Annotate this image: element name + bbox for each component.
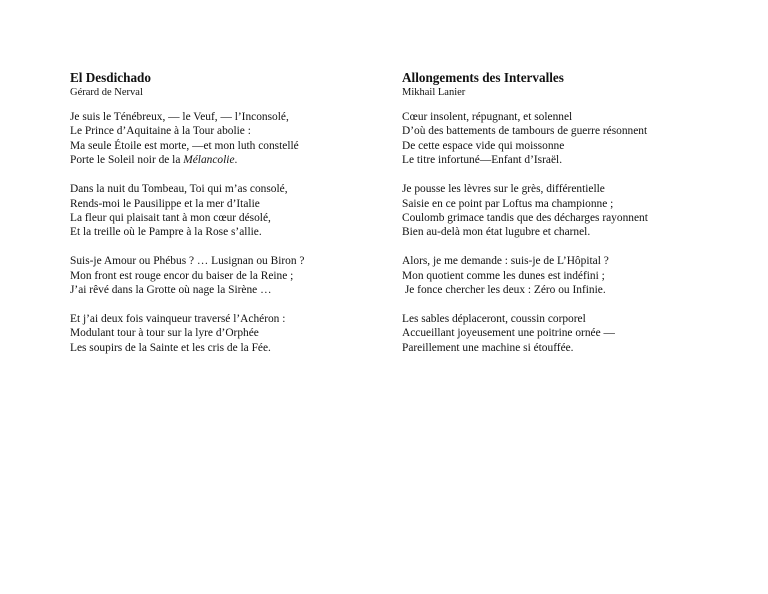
italic-word: Mélancolie (183, 154, 235, 167)
verse-line: Les soupirs de la Sainte et les cris de la Fée. (70, 341, 271, 354)
verse-line: Cœur insolent, répugnant, et solennel (402, 111, 573, 123)
verse-line: Et j’ai deux fois vainqueur traversé l’Achéron : (70, 312, 286, 325)
verse-line: Je fonce chercher les deux : Zéro ou Infinie. (402, 284, 606, 297)
poem-title: Allongements des Intervalles (402, 70, 564, 85)
verse-line: Bien au-delà mon état lugubre et charnel. (402, 226, 591, 239)
verse-line: Le titre infortuné—Enfant d’Israël. (402, 154, 563, 167)
verse-line: Mon quotient comme les dunes est indéfini ; (402, 269, 605, 282)
verse-line: Suis-je Amour ou Phébus ? … Lusignan ou Biron ? (70, 255, 305, 268)
verse-line: Pareillement une machine si étouffée. (402, 341, 574, 354)
verse-line: Rends-moi le Pausilippe et la mer d’Italie (70, 197, 260, 210)
verse-line: Alors, je me demande : suis-je de L’Hôpital ? (402, 255, 609, 268)
verse-line: Mon front est rouge encor du baiser de la Reine ; (70, 269, 294, 282)
verse-line: Je pousse les lèvres sur le grès, différentielle (402, 183, 605, 196)
stanza (402, 182, 742, 240)
stanza (402, 254, 742, 297)
poem-allongements-des-intervalles (402, 70, 742, 370)
stanza (402, 312, 742, 355)
verse-line: De cette espace vide qui moissonne (402, 139, 565, 152)
verse-line (70, 153, 380, 167)
stanza (70, 110, 380, 168)
verse-line: Le Prince d’Aquitaine à la Tour abolie : (70, 125, 251, 138)
verse-text: Porte le Soleil noir de la (70, 154, 184, 167)
stanza (70, 254, 380, 297)
verse-line: D’où des battements de tambours de guerre résonnent (402, 125, 648, 138)
poem-title: El Desdichado (70, 70, 151, 85)
verse-line: Coulomb grimace tandis que des décharges rayonnent (402, 211, 648, 224)
verse-line: La fleur qui plaisait tant à mon cœur désolé, (70, 211, 271, 224)
poem-author: Mikhail Lanier (402, 87, 466, 98)
verse-line: Saisie en ce point par Loftus ma championne ; (402, 197, 614, 210)
verse-line: Les sables déplaceront, coussin corporel (402, 312, 586, 325)
verse-line: Je suis le Ténébreux, — le Veuf, — l’Inconsolé, (70, 111, 289, 123)
verse-line: Et la treille où le Pampre à la Rose s’allie. (70, 226, 262, 239)
stanza (402, 110, 742, 168)
verse-line: Ma seule Étoile est morte, —et mon luth constellé (70, 139, 299, 152)
poem-el-desdichado (70, 70, 380, 370)
verse-line: Modulant tour à tour sur la lyre d’Orphée (70, 327, 259, 340)
stanza (70, 312, 380, 355)
verse-punctuation: . (234, 154, 238, 167)
verse-line: J’ai rêvé dans la Grotte où nage la Sirène … (70, 284, 272, 297)
verse-line: Accueillant joyeusement une poitrine ornée — (402, 327, 615, 340)
poem-author: Gérard de Nerval (70, 87, 143, 98)
verse-line: Dans la nuit du Tombeau, Toi qui m’as consolé, (70, 183, 288, 196)
stanza (70, 182, 380, 240)
